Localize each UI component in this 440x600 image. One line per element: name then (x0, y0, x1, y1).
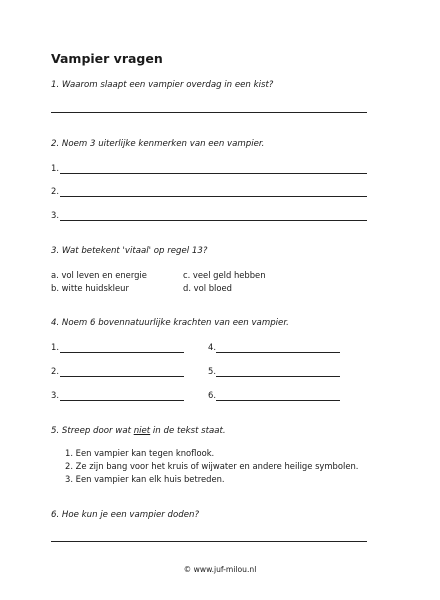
statement-3[interactable]: 3. Een vampier kan elk huis betreden. (65, 474, 225, 484)
answer-line-q2-2[interactable] (60, 196, 367, 197)
page-title: Vampier vragen (51, 51, 163, 66)
question-4: 4. Noem 6 bovennatuurlijke krachten van een vampier. (51, 318, 289, 328)
answer-line-q2-1[interactable] (60, 173, 367, 174)
question-5-emphasis: niet (133, 426, 151, 436)
option-a[interactable]: a. vol leven en energie (51, 270, 147, 280)
q2-line-label-2: 2. (51, 186, 59, 196)
q4-line-label-6: 6. (208, 390, 216, 400)
question-5-text-before: 5. Streep door wat (51, 426, 134, 436)
footer-copyright: © www.juf-milou.nl (183, 565, 257, 574)
answer-line-q4-6[interactable] (216, 400, 340, 401)
answer-line-q2-3[interactable] (60, 220, 367, 221)
q4-line-label-2: 2. (51, 366, 59, 376)
answer-line-q6[interactable] (51, 541, 367, 542)
q4-line-label-5: 5. (208, 366, 216, 376)
answer-line-q4-5[interactable] (216, 376, 340, 377)
statement-1[interactable]: 1. Een vampier kan tegen knoflook. (65, 448, 215, 458)
question-1: 1. Waarom slaapt een vampier overdag in een kist? (51, 80, 274, 90)
option-c[interactable]: c. veel geld hebben (183, 270, 266, 280)
question-5-text-after: in de tekst staat. (150, 426, 226, 436)
question-5 (51, 426, 226, 436)
question-6: 6. Hoe kun je een vampier doden? (51, 510, 200, 520)
q4-line-label-4: 4. (208, 342, 216, 352)
q4-line-label-3: 3. (51, 390, 59, 400)
answer-line-q4-3[interactable] (60, 400, 184, 401)
q4-line-label-1: 1. (51, 342, 59, 352)
answer-line-q1[interactable] (51, 112, 367, 113)
answer-line-q4-4[interactable] (216, 352, 340, 353)
answer-line-q4-2[interactable] (60, 376, 184, 377)
question-2: 2. Noem 3 uiterlijke kenmerken van een vampier. (51, 139, 265, 149)
option-d[interactable]: d. vol bloed (183, 283, 232, 293)
answer-line-q4-1[interactable] (60, 352, 184, 353)
q2-line-label-1: 1. (51, 163, 59, 173)
question-3: 3. Wat betekent 'vitaal' op regel 13? (51, 246, 208, 256)
statement-2[interactable]: 2. Ze zijn bang voor het kruis of wijwater en andere heilige symbolen. (65, 461, 359, 471)
q2-line-label-3: 3. (51, 210, 59, 220)
option-b[interactable]: b. witte huidskleur (51, 283, 129, 293)
